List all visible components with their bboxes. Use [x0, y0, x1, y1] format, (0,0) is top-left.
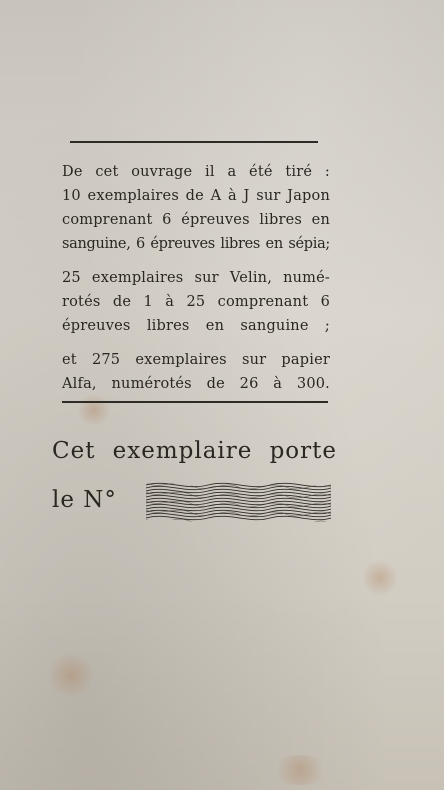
- colophon-line: 10 exemplaires de A à J sur Japon: [62, 188, 330, 204]
- colophon-line: De cet ouvrage il a été tiré :: [62, 164, 330, 180]
- colophon-line: épreuves libres en sanguine ;: [62, 318, 330, 334]
- colophon-line: et 275 exemplaires sur papier: [62, 352, 330, 368]
- top-rule: [70, 141, 318, 143]
- copy-notice: Cet exemplaire porte: [52, 438, 337, 464]
- colophon-paragraph-alfa: [62, 348, 330, 396]
- bottom-rule: [62, 401, 328, 403]
- foxing-stain: [48, 650, 94, 700]
- colophon-paragraph-japon: [62, 160, 330, 256]
- colophon-line: comprenant 6 épreuves libres en: [62, 212, 330, 228]
- foxing-stain: [270, 755, 330, 785]
- colophon-line: rotés de 1 à 25 comprenant 6: [62, 294, 330, 310]
- colophon-text: [62, 160, 330, 406]
- colophon-line: Alfa, numérotés de 26 à 300.: [62, 376, 330, 392]
- foxing-stain: [360, 560, 400, 596]
- colophon-line: sanguine, 6 épreuves libres en sépia;: [62, 236, 330, 252]
- colophon-line: 25 exemplaires sur Velin, numé-: [62, 270, 330, 286]
- copy-number-label: le N°: [52, 487, 117, 513]
- colophon-paragraph-velin: [62, 266, 330, 338]
- guilloche-ornament-icon: [146, 478, 331, 526]
